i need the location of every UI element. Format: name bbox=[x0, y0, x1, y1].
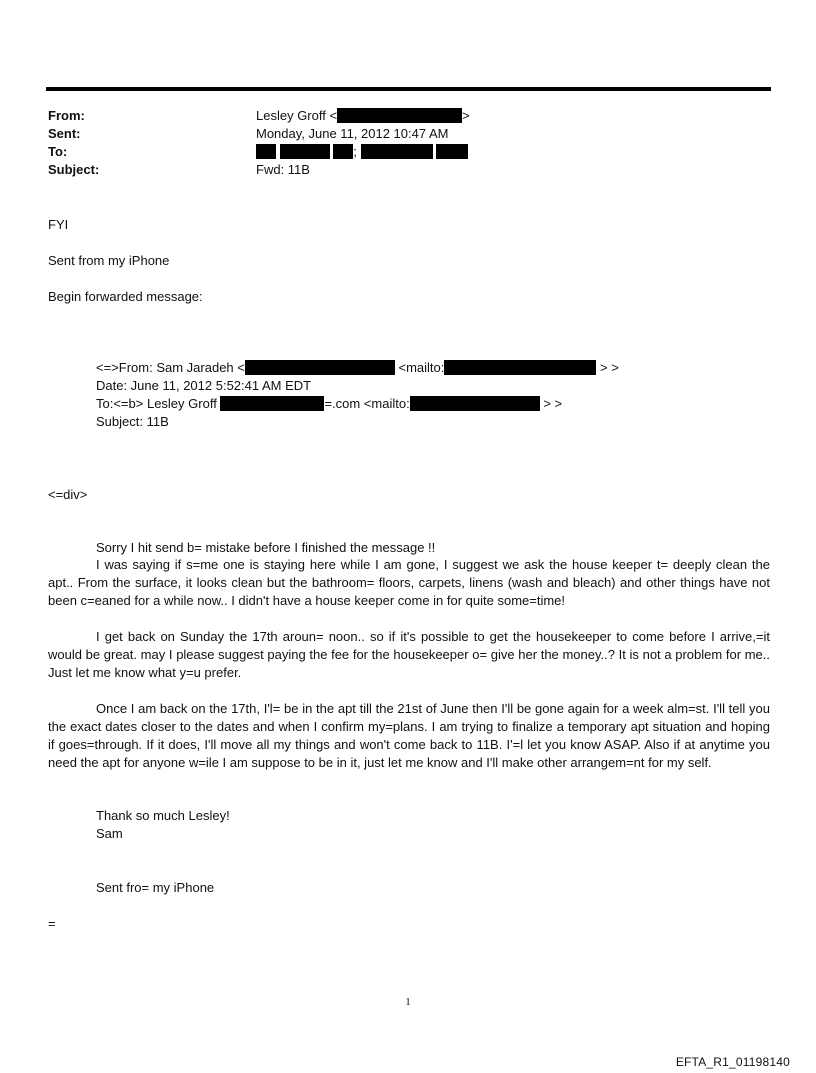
fwd-from-prefix: <=>From: Sam Jaradeh < bbox=[96, 360, 245, 375]
sent-label: Sent: bbox=[48, 126, 81, 141]
redaction-box bbox=[436, 144, 468, 159]
body-paragraph-3-text: Once I am back on the 17th, I'l= be in the apt till the 21st of June then I'll be gone again for a week alm=st. I'll tell you the exact dates closer to the dates and when I confirm my=plans. I am trying to finalize a temporary apt situation and hoping if goes=through. If it does, I'll move all my things and won't come back to 11B. I'=l let you know ASAP. Also if at anytime you need the apt for anyone w=ile I am suppose to be in it, just let me know and I'll make other arrangem=nt for my self. bbox=[48, 701, 770, 770]
redaction-box bbox=[333, 144, 353, 159]
document-id: EFTA_R1_01198140 bbox=[675, 1055, 790, 1069]
fwd-from-close: > > bbox=[600, 360, 619, 375]
body-paragraph-3 bbox=[48, 700, 770, 772]
signature-line: Sam bbox=[96, 826, 123, 841]
fwd-to-prefix: To:<=b> Lesley Groff bbox=[96, 396, 217, 411]
fwd-date-line: Date: June 11, 2012 5:52:41 AM EDT bbox=[96, 378, 312, 393]
fwd-to-line bbox=[96, 396, 562, 412]
from-value bbox=[256, 108, 470, 124]
subject-value: Fwd: 11B bbox=[256, 162, 310, 177]
header-rule bbox=[46, 87, 771, 91]
from-label: From: bbox=[48, 108, 85, 123]
sent-fro-line: Sent fro= my iPhone bbox=[96, 880, 215, 895]
fwd-from-mailto: <mailto: bbox=[398, 360, 445, 375]
from-name: Lesley Groff < bbox=[256, 108, 338, 123]
fwd-from-line bbox=[96, 360, 619, 376]
from-close: > bbox=[462, 108, 470, 123]
page-number: 1 bbox=[405, 996, 411, 1008]
fwd-to-close: > > bbox=[543, 396, 563, 411]
body-line-1: Sorry I hit send b= mistake before I finished the message !! bbox=[96, 540, 436, 555]
div-tag-text: <=div> bbox=[48, 487, 88, 502]
begin-forwarded-text: Begin forwarded message: bbox=[48, 289, 203, 304]
fwd-subject-line: Subject: 11B bbox=[96, 414, 169, 429]
subject-label: Subject: bbox=[48, 162, 100, 177]
redaction-box bbox=[280, 144, 330, 159]
body-paragraph-2 bbox=[48, 628, 770, 682]
body-paragraph-2-text: I get back on Sunday the 17th aroun= noon.. so if it's possible to get the housekeeper to come before I arrive,=it would be great. may I please suggest paying the fee for the housekeeper o= give her the money..? It is not a problem for me.. Just let me know what y=u prefer. bbox=[48, 629, 770, 680]
redaction-box bbox=[220, 396, 324, 411]
fyi-text: FYI bbox=[48, 217, 69, 232]
redaction-box bbox=[245, 360, 395, 375]
redaction-box bbox=[410, 396, 540, 411]
to-value bbox=[256, 144, 468, 160]
thanks-line: Thank so much Lesley! bbox=[96, 808, 230, 823]
redaction-box bbox=[361, 144, 433, 159]
body-paragraph-1 bbox=[48, 556, 770, 610]
to-label: To: bbox=[48, 144, 68, 159]
equals-line: = bbox=[48, 916, 56, 931]
sent-value: Monday, June 11, 2012 10:47 AM bbox=[256, 126, 449, 141]
redaction-box bbox=[337, 108, 462, 123]
sent-from-text: Sent from my iPhone bbox=[48, 253, 170, 268]
to-separator: ; bbox=[353, 144, 357, 159]
redaction-box bbox=[444, 360, 596, 375]
body-paragraph-1-text: I was saying if s=me one is staying here while I am gone, I suggest we ask the house keeper t= deeply clean the apt.. From the surface, it looks clean but the bathroom= floors, carpets, linens (wash and bleach) and other things have not been c=eaned for a while now.. I didn't have a house keeper come in for quite some=time! bbox=[48, 557, 770, 608]
fwd-to-com: =.com <mailto: bbox=[324, 396, 410, 411]
redaction-box bbox=[256, 144, 276, 159]
